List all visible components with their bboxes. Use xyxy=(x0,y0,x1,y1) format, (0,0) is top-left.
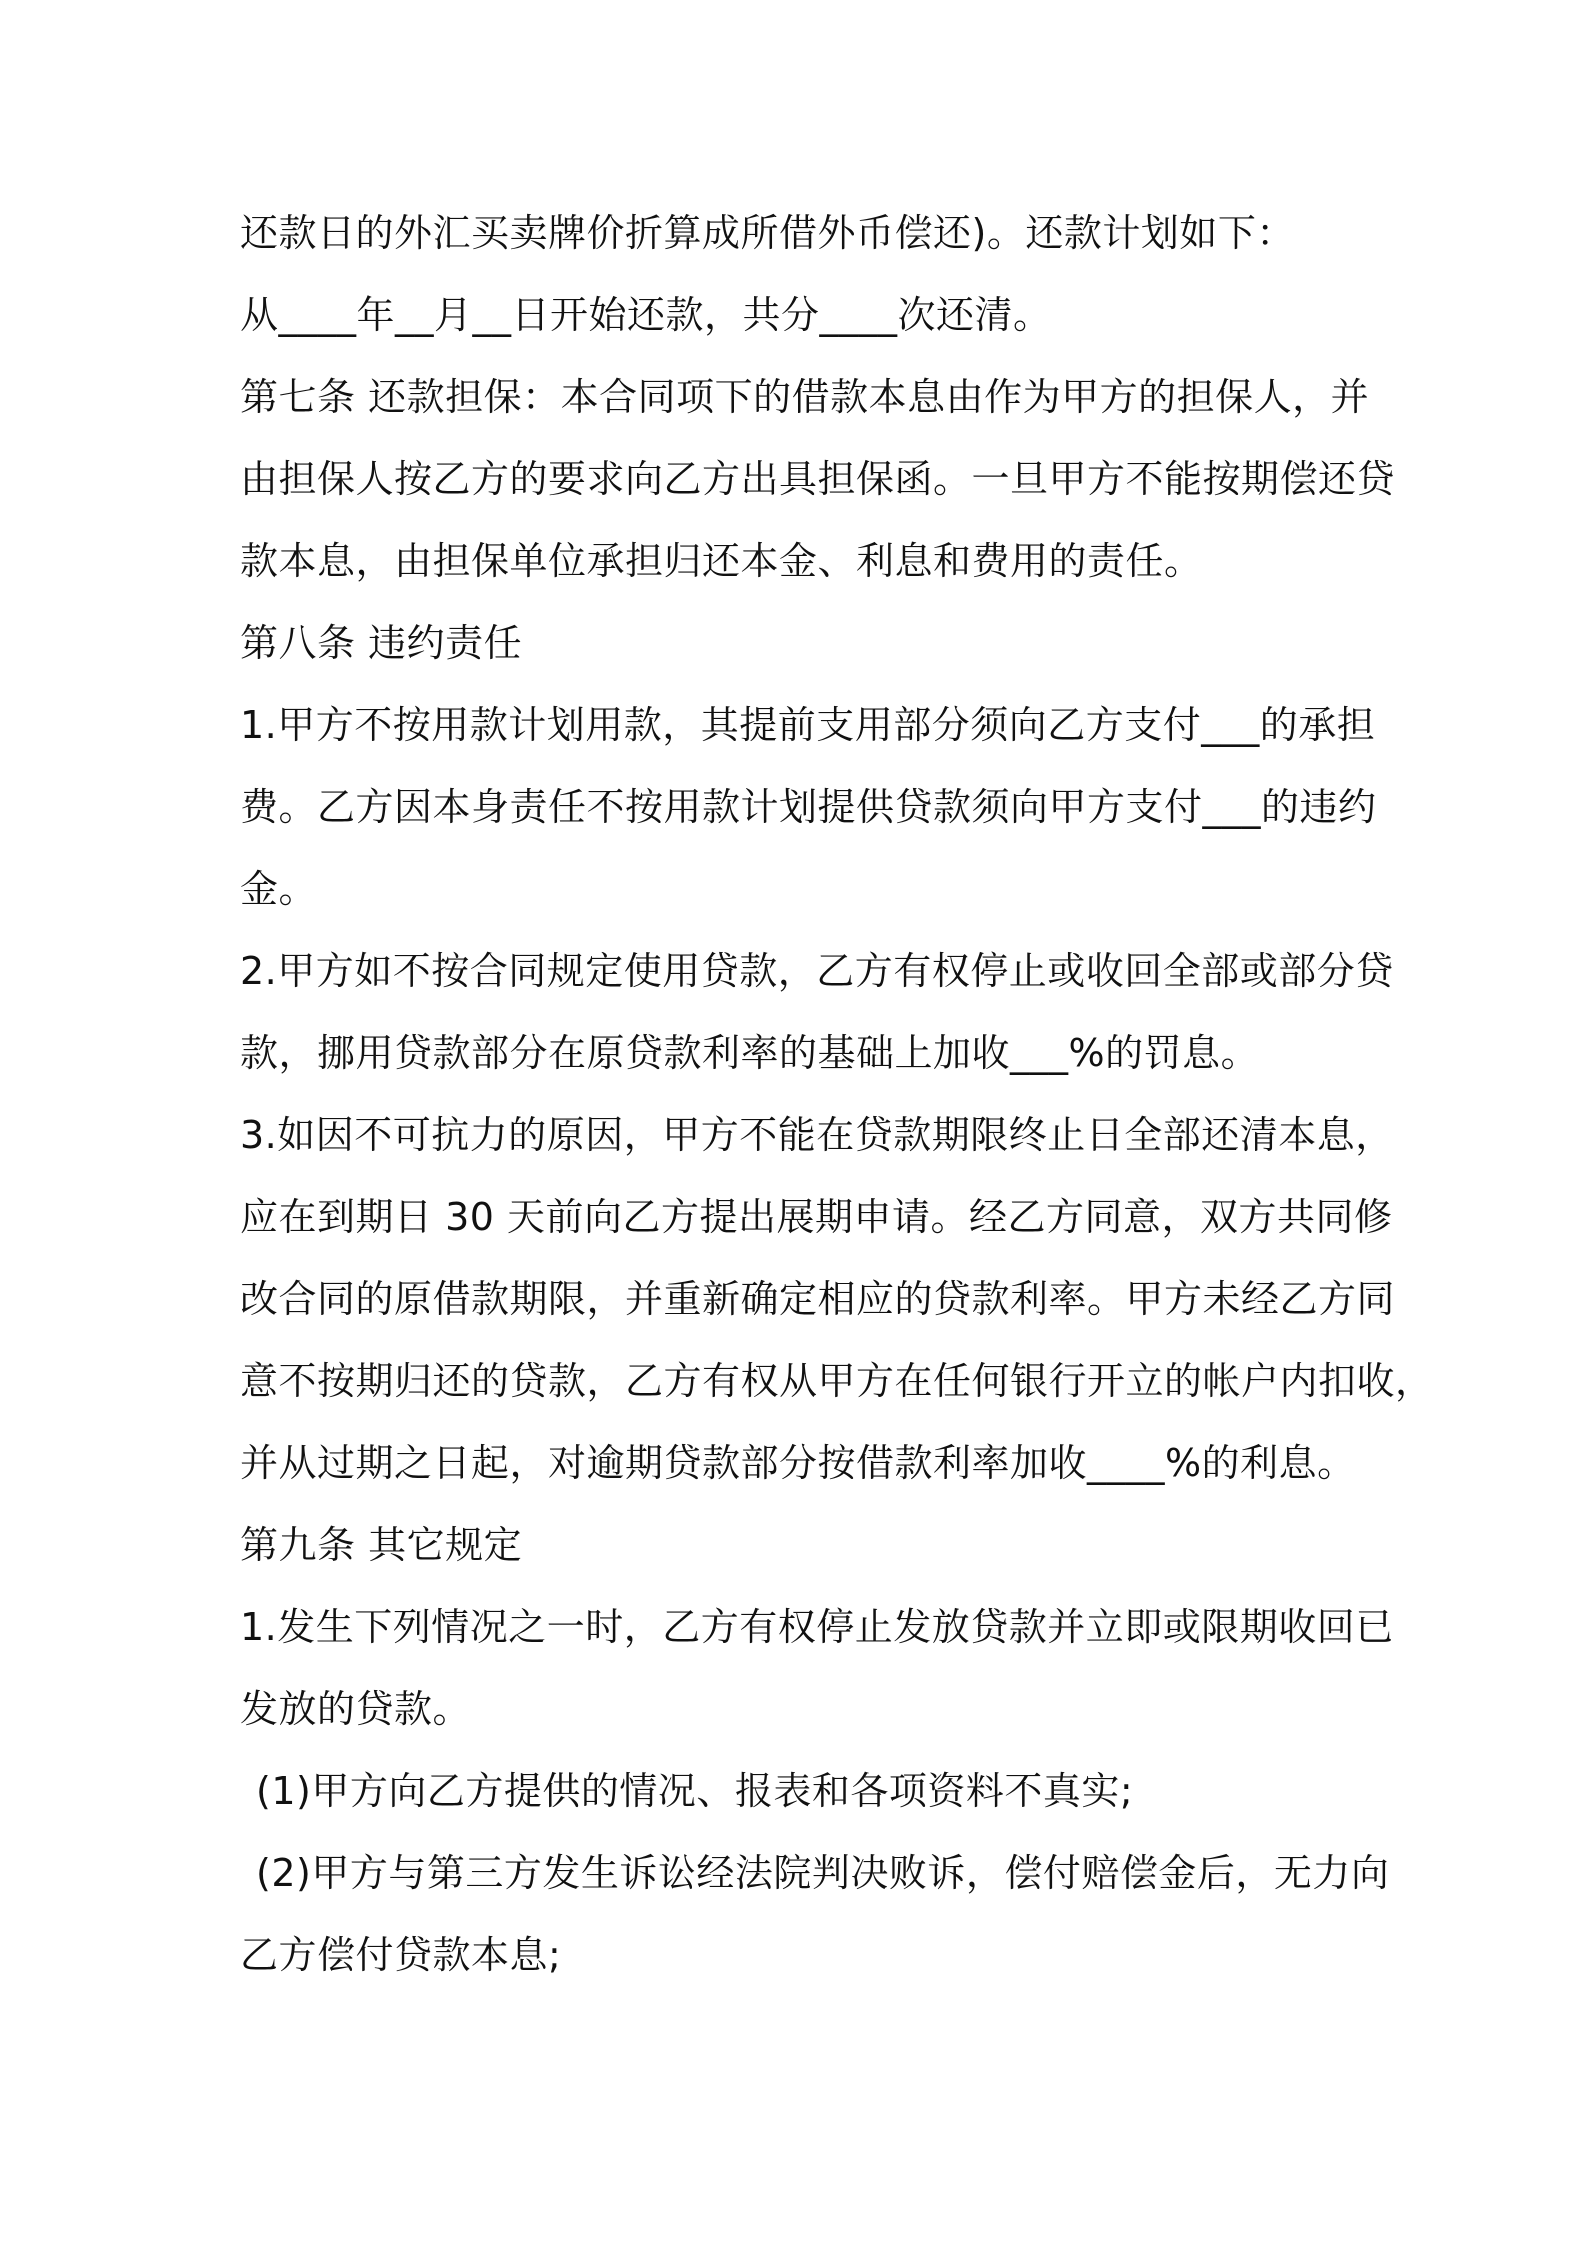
text-line: 3.如因不可抗力的原因，甲方不能在贷款期限终止日全部还清本息， xyxy=(240,1113,1394,1157)
text-line: 款，挪用贷款部分在原贷款利率的基础上加收___%的罚息。 xyxy=(240,1031,1260,1075)
text-line: 应在到期日 30 天前向乙方提出展期申请。经乙方同意，双方共同修 xyxy=(240,1195,1393,1239)
text-line: 金。 xyxy=(240,867,318,911)
list-item: (2)甲方与第三方发生诉讼经法院判决败诉，偿付赔偿金后，无力向 xyxy=(256,1851,1390,1895)
text-line: 并从过期之日起，对逾期贷款部分按借款利率加收____%的利息。 xyxy=(240,1441,1356,1485)
text-line: 还款日的外汇买卖牌价折算成所借外币偿还)。还款计划如下： xyxy=(240,211,1295,255)
article-7-heading: 第七条 还款担保：本合同项下的借款本息由作为甲方的担保人，并 xyxy=(240,375,1370,419)
text-line: 2.甲方如不按合同规定使用贷款，乙方有权停止或收回全部或部分贷 xyxy=(240,949,1394,993)
document-body xyxy=(240,192,1434,1996)
text-line: 从____年__月__日开始还款，共分____次还清。 xyxy=(240,293,1052,337)
text-line: 改合同的原借款期限，并重新确定相应的贷款利率。甲方未经乙方同 xyxy=(240,1277,1396,1321)
text-line: 1.甲方不按用款计划用款，其提前支用部分须向乙方支付___的承担 xyxy=(240,703,1376,747)
text-line: 意不按期归还的贷款，乙方有权从甲方在任何银行开立的帐户内扣收， xyxy=(240,1359,1434,1403)
article-8-heading: 第八条 违约责任 xyxy=(240,621,523,665)
text-line: 由担保人按乙方的要求向乙方出具担保函。一旦甲方不能按期偿还贷 xyxy=(240,457,1396,501)
text-line: 款本息，由担保单位承担归还本金、利息和费用的责任。 xyxy=(240,539,1203,583)
article-9-heading: 第九条 其它规定 xyxy=(240,1523,523,1567)
list-item: (1)甲方向乙方提供的情况、报表和各项资料不真实; xyxy=(256,1769,1134,1813)
text-line: 1.发生下列情况之一时，乙方有权停止发放贷款并立即或限期收回已 xyxy=(240,1605,1394,1649)
text-line: 乙方偿付贷款本息; xyxy=(240,1933,562,1977)
text-line: 发放的贷款。 xyxy=(240,1687,472,1731)
text-line: 费。乙方因本身责任不按用款计划提供贷款须向甲方支付___的违约 xyxy=(240,785,1377,829)
